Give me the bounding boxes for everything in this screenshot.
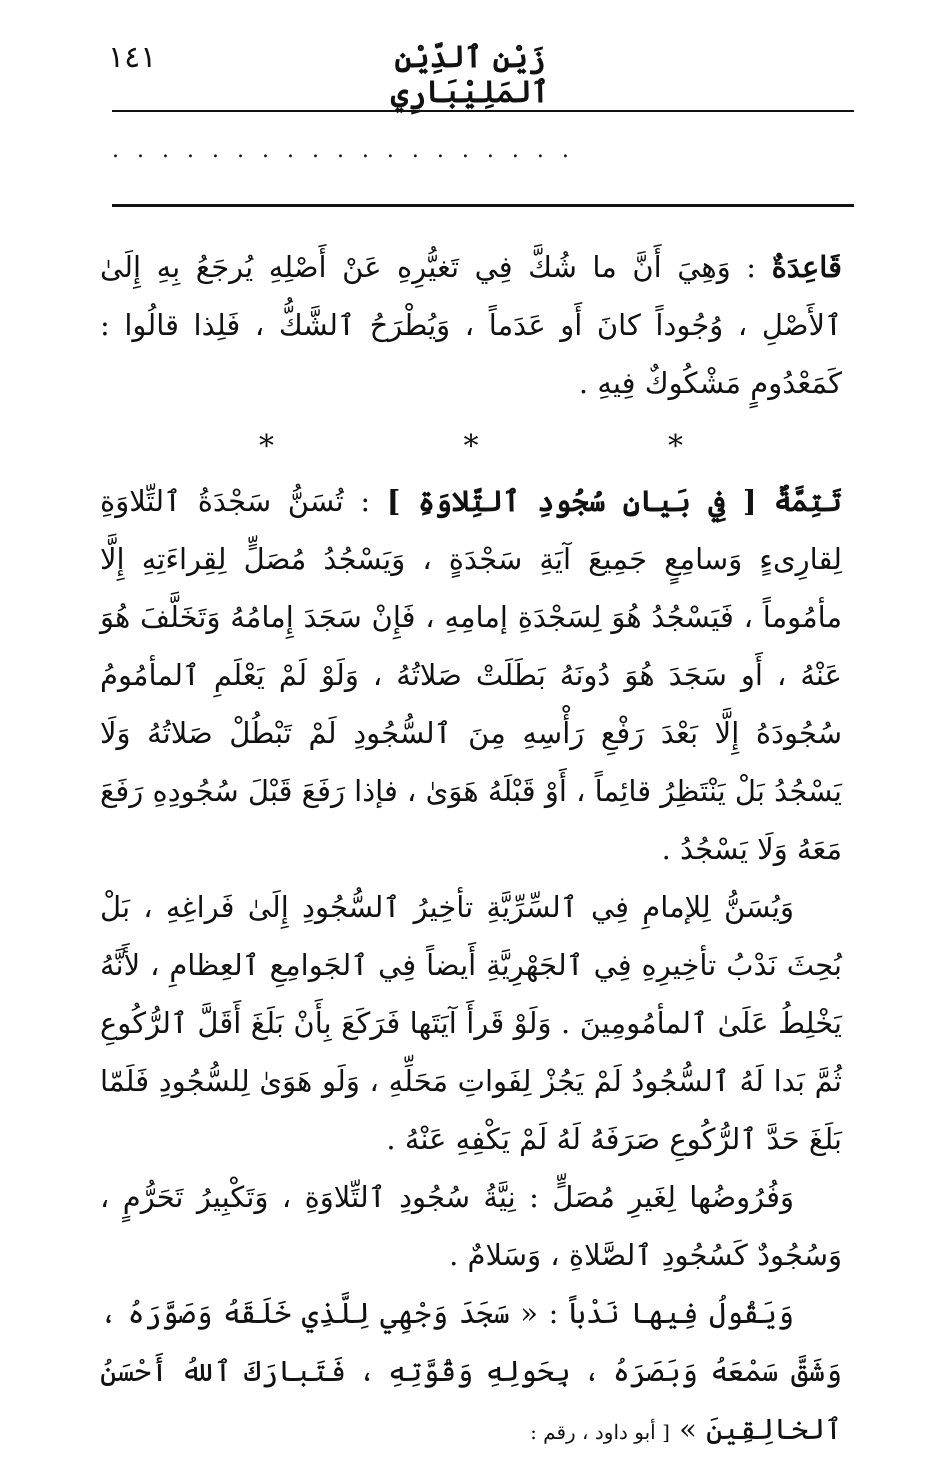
imam-delay-paragraph: وَيُسَنُّ لِلإمامِ فِي ٱلسِّرِّيَّةِ تأخِيرُ ٱلسُّجُودِ إِلَىٰ فَراغِهِ ، بَلْ بُحِثَ نَدْبُ تأخِيرِهِ فِي ٱلجَهْرِيَّةِ أَيضاً فِي ٱلجَوامِعِ ٱلعِظامِ ، لأَنَّهُ يَخْلِطُ عَلَىٰ ٱلمأمُومِينَ . وَلَوْ قَرأَ آيَتَها فَرَكَعَ بِأَنْ بَلَغَ أَقَلَّ ٱلرُّكُوعِ ثُمَّ بَدا لَهُ ٱلسُّجُودُ لَمْ يَجُزْ لِفَواتِ مَحَلِّهِ ، وَلَو هَوَىٰ لِلسُّجُودِ فَلَمّا بَلَغَ حَدَّ ٱلرُّكُوعِ صَرَفَهُ لَهُ لَمْ يَكْفِهِ عَنْهُ .	[100, 890, 842, 1156]
obligations-paragraph: وَفُرُوضُها لِغَيرِ مُصَلٍّ : نِيَّةُ سُجُودِ ٱلتِّلاوَةِ ، وَتَكْبِيرُ تَحَرُّمٍ ، وَسُجُودٌ كَسُجُودِ ٱلصَّلاةِ ، وَسَلامٌ .	[100, 1180, 842, 1272]
header-rule	[112, 110, 854, 112]
star-separator: * * *	[258, 429, 774, 464]
hadith-reference: [ أبو داود ، رقم :	[530, 1420, 670, 1444]
main-text	[100, 238, 842, 1461]
tatimma-paragraph	[100, 472, 842, 878]
qaida-label: قَاعِدَةٌ	[771, 250, 842, 284]
page-number: ١٤١	[108, 40, 157, 75]
supplication-text: وَيَقُولُ فِيها نَدْباً : « سَجَدَ وَجْهِي لِلَّذِي خَلَقَهُ وَصَوَّرَهُ ، وَشَقَّ سَمْعَهُ وَبَصَرَهُ ، بِحَولِهِ وَقُوَّتِهِ ، فَتَبارَكَ ٱللهُ أَحْسَنُ ٱلخالِقِينَ »	[100, 1296, 842, 1446]
tatimma-label: تَتِمَّةٌ [ فِي بَيانِ سُجُودِ ٱلتِّلاوَةِ ]	[386, 484, 842, 518]
tatimma-text: : تُسَنُّ سَجْدَةُ ٱلتِّلاوَةِ لِقارِىءٍ وَسامِعٍ جَمِيعَ آيَةِ سَجْدَةٍ ، وَيَسْجُدُ مُصَلٍّ لِقِراءَتِهِ إِلَّا مأمُوماً ، فَيَسْجُدُ هُوَ لِسَجْدَةِ إمامِهِ ، فَإِنْ سَجَدَ إِمامُهُ وَتَخَلَّفَ هُوَ عَنْهُ ، أَو سَجَدَ هُوَ دُونَهُ بَطَلَتْ صَلاتُهُ ، وَلَوْ لَمْ يَعْلَمِ ٱلمأمُومُ سُجُودَهُ إِلَّا بَعْدَ رَفْعِ رَأْسِهِ مِنَ ٱلسُّجُودِ لَمْ تَبْطُلْ صَلاتُهُ وَلَا يَسْجُدُ بَلْ يَنْتَظِرُ قائِماً ، أَوْ قَبْلَهُ هَوَىٰ ، فإذا رَفَعَ قَبْلَ سُجُودِهِ رَفَعَ مَعَهُ وَلَا يَسْجُدُ .	[100, 484, 842, 866]
supplication-paragraph	[100, 1284, 842, 1461]
dotted-separator: ...................	[112, 138, 587, 163]
qaida-paragraph	[100, 238, 842, 412]
qaida-text: : وَهِيَ أَنَّ ما شُكَّ فِي تَغيُّرِهِ عَنْ أَصْلِهِ يُرجَعُ بِهِ إِلَىٰ ٱلأَصْلِ ، وُجُوداً كانَ أَو عَدَماً ، وَيُطْرَحُ ٱلشَّكُّ ، فَلِذا قالُوا : كَمَعْدُومٍ مَشْكُوكٌ فِيهِ .	[100, 250, 842, 400]
running-header: زَيْن ٱلدِّيْنِ ٱلمَلِيْبَارِي	[390, 40, 550, 110]
section-rule	[112, 204, 854, 207]
